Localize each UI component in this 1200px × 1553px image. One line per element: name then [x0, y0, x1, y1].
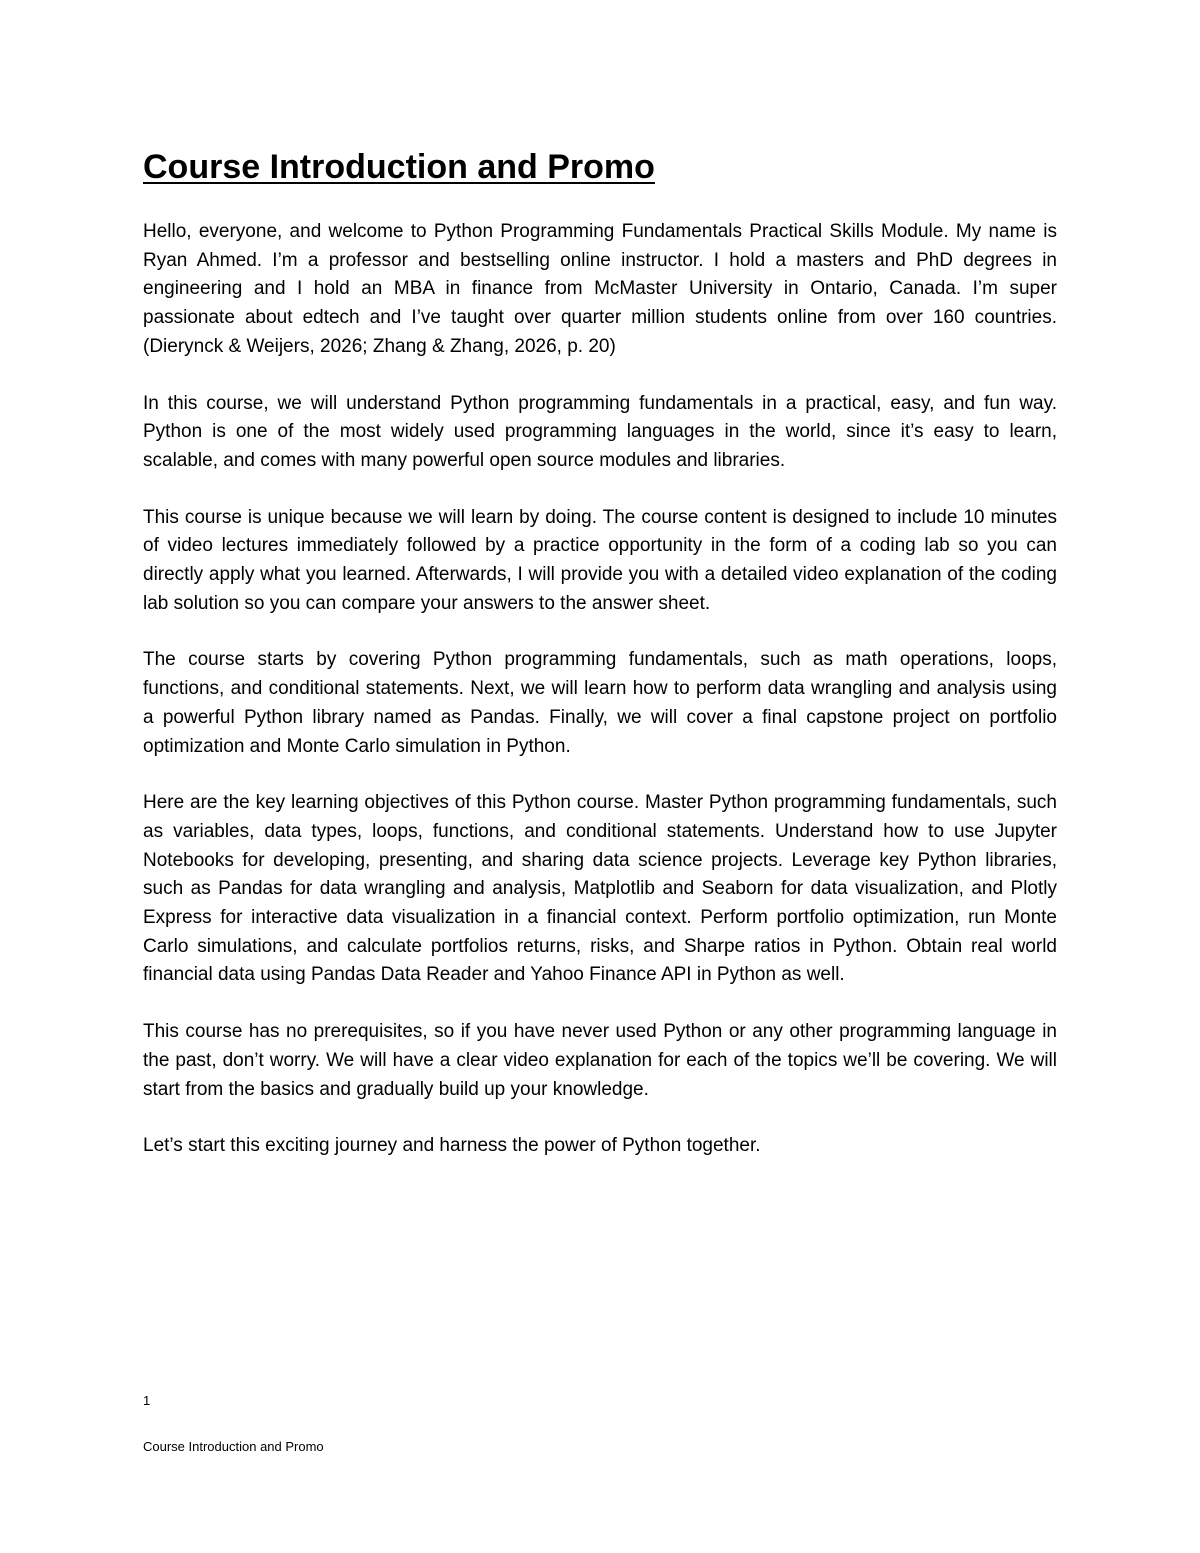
paragraph-learn-by-doing: This course is unique because we will learn by doing. The course content is designed to include 10 minutes of video lectures immediately followed by a practice opportunity in the form of a coding lab so you can directly apply what you learned. Afterwards, I will provide you with a detailed video explanation of the coding lab solution so you can compare your answers to the answer sheet. — [143, 506, 1057, 614]
paragraph-learning-objectives: Here are the key learning objectives of this Python course. Master Python programming fundamentals, such as variables, data types, loops, functions, and conditional statements. Understand how to use Jupyter Notebooks for developing, presenting, and sharing data science projects. Leverage key Python libraries, such as Pandas for data wrangling and analysis, Matplotlib and Seaborn for data visualization, and Plotly Express for interactive data visualization in a financial context. Perform portfolio optimization, run Monte Carlo simulations, and calculate portfolios returns, risks, and Sharpe ratios in Python. Obtain real world financial data using Pandas Data Reader and Yahoo Finance API in Python as well. — [143, 792, 1057, 986]
paragraph-prerequisites: This course has no prerequisites, so if you have never used Python or any other programming language in the past, don’t worry. We will have a clear video explanation for each of the topics we’ll be covering. We will start from the basics and gradually build up your knowledge. — [143, 1021, 1057, 1100]
paragraph-course-overview: In this course, we will understand Python programming fundamentals in a practical, easy, and fun way. Python is one of the most widely used programming languages in the world, since it’s easy to learn, scalable, and comes with many powerful open source modules and libraries. — [143, 392, 1057, 471]
page-footer: Course Introduction and Promo — [143, 1439, 324, 1454]
document-body — [143, 218, 1057, 1189]
page-number: 1 — [143, 1393, 151, 1408]
paragraph-introduction: Hello, everyone, and welcome to Python Programming Fundamentals Practical Skills Module. My name is Ryan Ahmed. I’m a professor and bestselling online instructor. I hold a masters and PhD degrees in engineering and I hold an MBA in finance from McMaster University in Ontario, Canada. I’m super passionate about edtech and I’ve taught over quarter million students online from over 160 countries. (Dierynck & Weijers, 2026; Zhang & Zhang, 2026, p. 20) — [143, 221, 1057, 357]
paragraph-closing: Let’s start this exciting journey and harness the power of Python together. — [143, 1135, 761, 1157]
document-title: Course Introduction and Promo — [143, 148, 655, 186]
paragraph-course-structure: The course starts by covering Python programming fundamentals, such as math operations, loops, functions, and conditional statements. Next, we will learn how to perform data wrangling and analysis using a powerful Python library named as Pandas. Finally, we will cover a final capstone project on portfolio optimization and Monte Carlo simulation in Python. — [143, 649, 1057, 757]
